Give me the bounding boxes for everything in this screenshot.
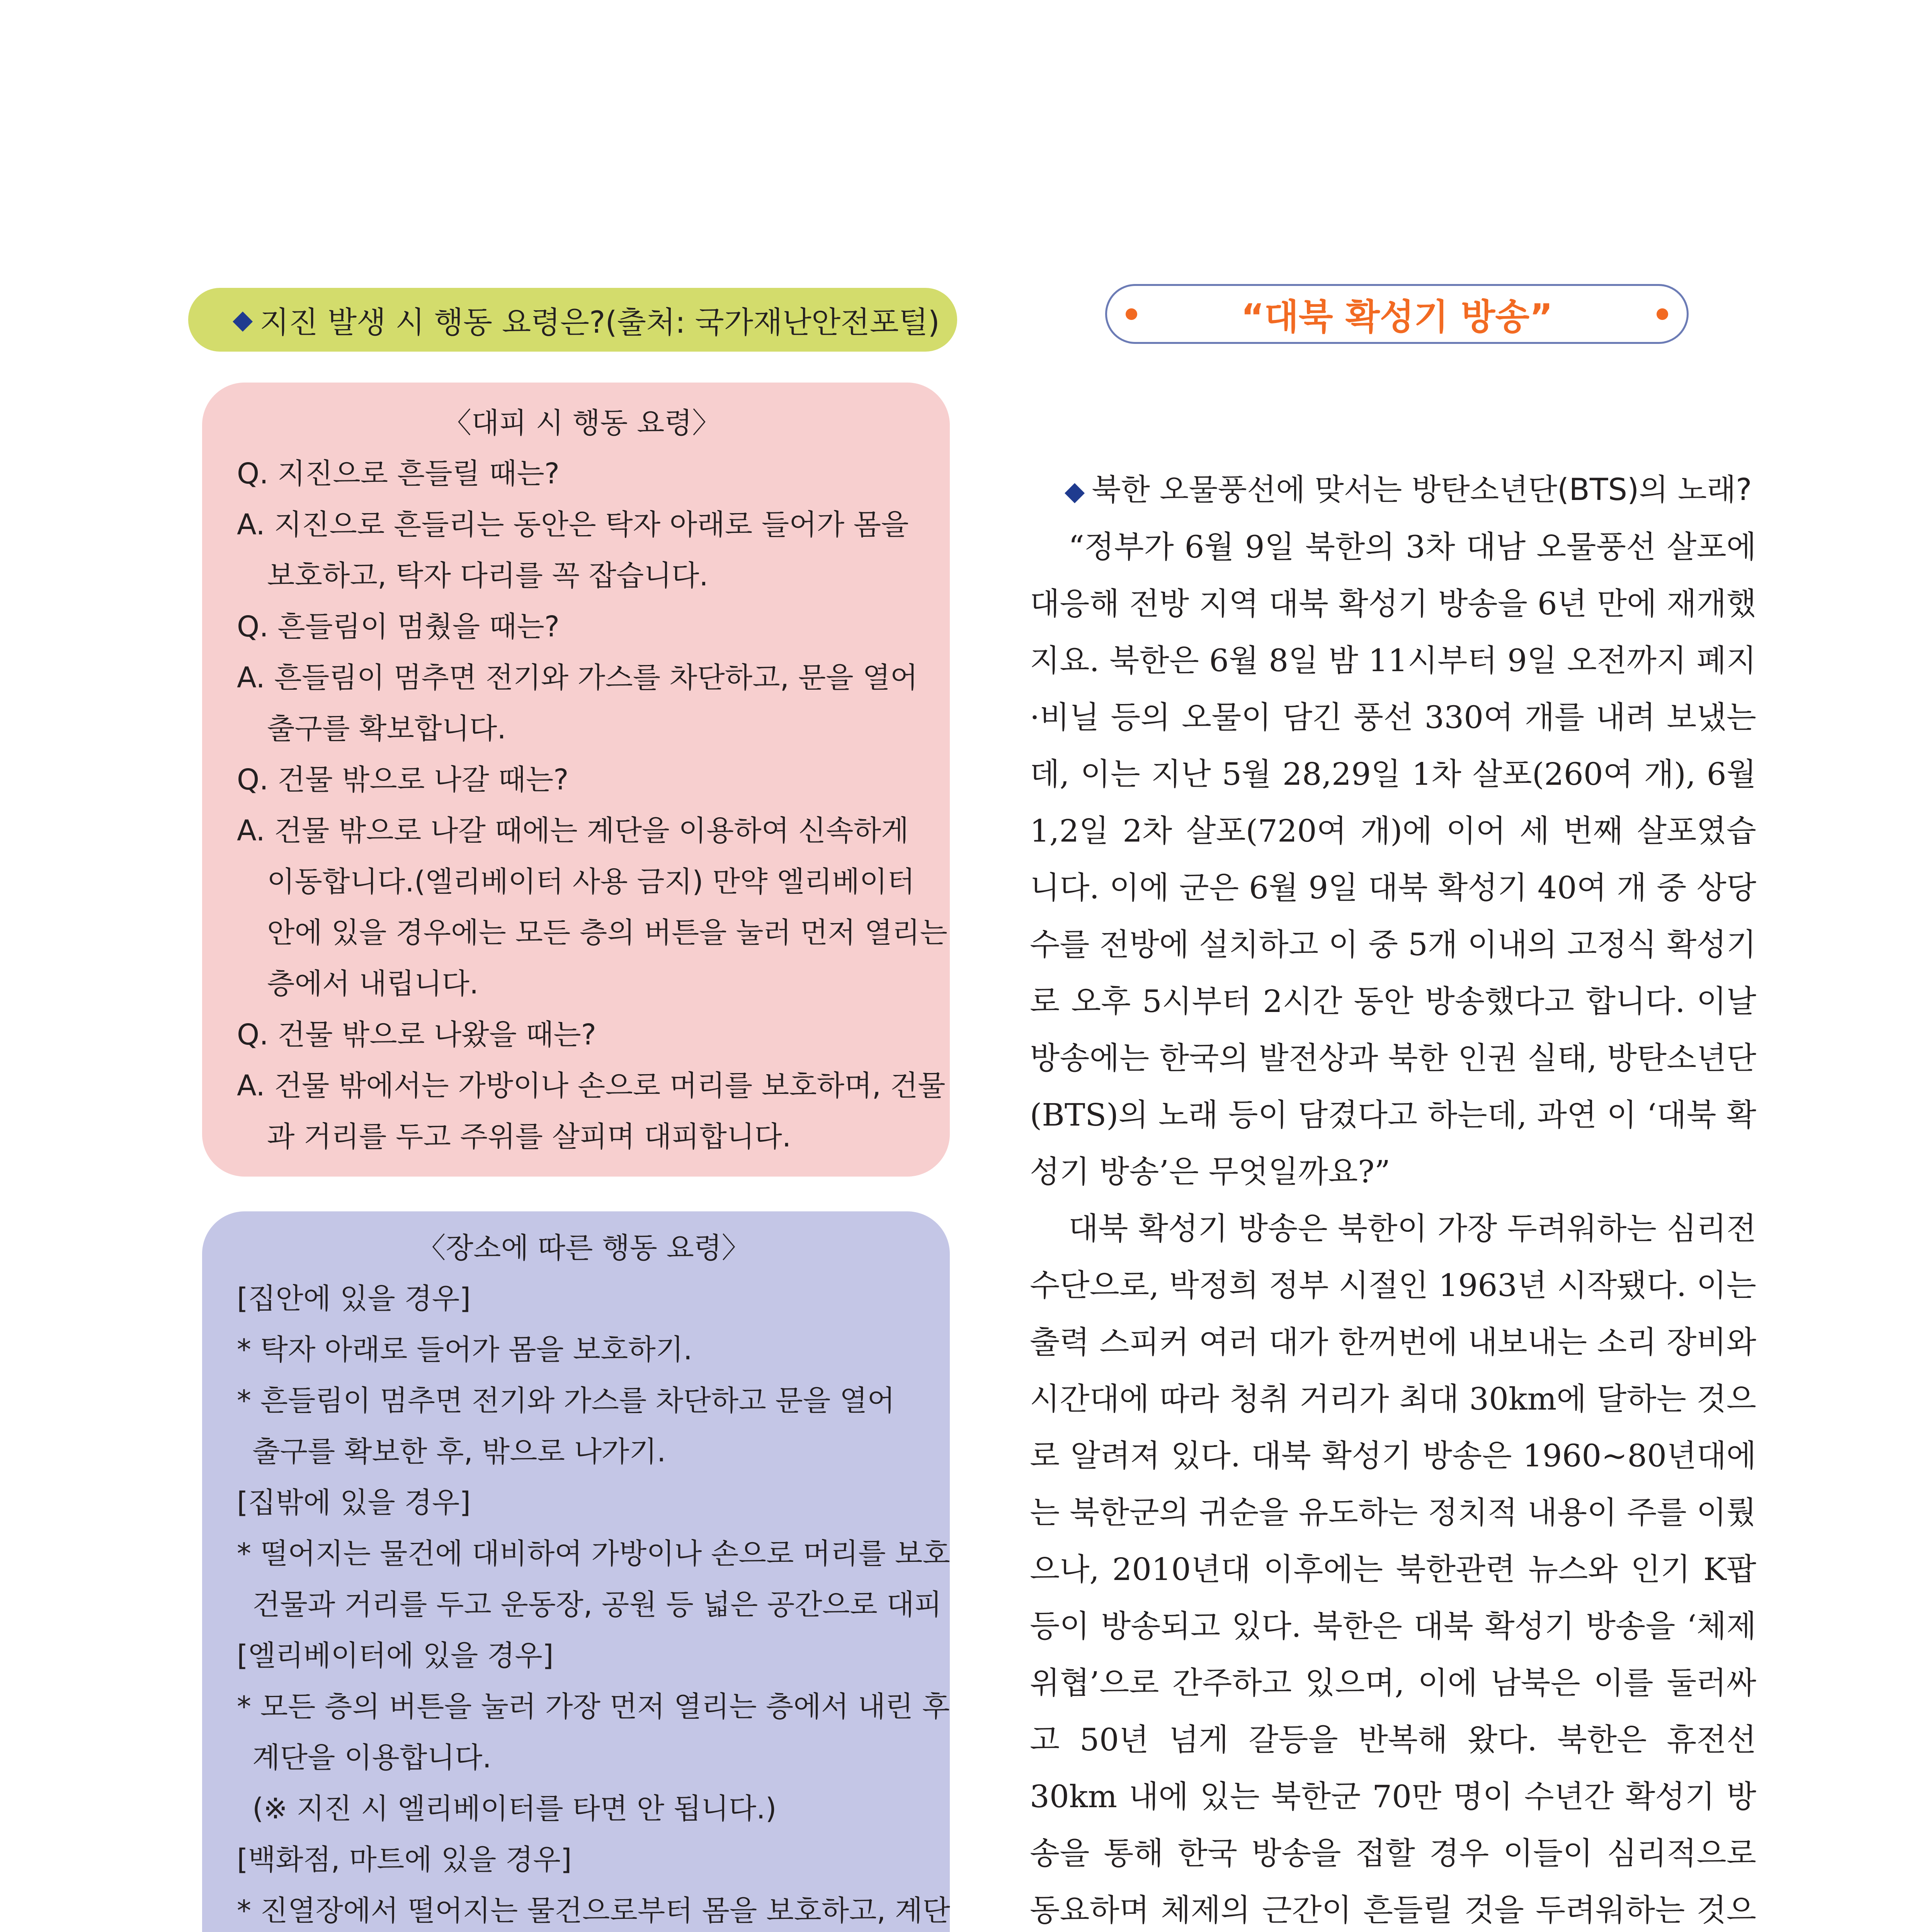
qa-line: 층에서 내립니다. <box>267 967 479 1000</box>
guide-line: [집밖에 있을 경우] <box>237 1486 471 1519</box>
guide-line: * 탁자 아래로 들어가 몸을 보호하기. <box>237 1333 692 1366</box>
qa-line: 안에 있을 경우에는 모든 층의 버튼을 눌러 먼저 열리는 <box>267 916 947 949</box>
left-section-header <box>188 288 957 352</box>
evacuation-guide-title: 〈대피 시 행동 요령〉 <box>443 406 721 440</box>
qa-line: 이동합니다.(엘리베이터 사용 금지) 만약 엘리베이터 <box>267 865 915 898</box>
guide-line: [백화점, 마트에 있을 경우] <box>237 1843 572 1876</box>
guide-line: (※ 지진 시 엘리베이터를 타면 안 됩니다.) <box>252 1792 777 1825</box>
qa-line: A. 건물 밖으로 나갈 때에는 계단을 이용하여 신속하게 <box>237 814 909 847</box>
article-title: “대북 확성기 방송” <box>1241 296 1553 338</box>
article-header <box>1105 284 1689 344</box>
qa-line: A. 지진으로 흔들리는 동안은 탁자 아래로 들어가 몸을 <box>237 508 909 541</box>
qa-line: A. 흔들림이 멈추면 전기와 가스를 차단하고, 문을 열어 <box>237 661 918 694</box>
article-body-1 <box>1030 519 1756 1932</box>
guide-line: * 모든 층의 버튼을 눌러 가장 먼저 열리는 층에서 내린 후 <box>237 1690 950 1723</box>
qa-line: Q. 건물 밖으로 나갈 때는? <box>237 763 569 796</box>
diamond-bullet-icon: ◆ <box>1065 476 1085 507</box>
guide-line: [엘리베이터에 있을 경우] <box>237 1639 554 1672</box>
place-guide-box <box>202 1211 950 1932</box>
guide-line: * 흔들림이 멈추면 전기와 가스를 차단하고 문을 열어 <box>237 1384 895 1417</box>
guide-line: 계단을 이용합니다. <box>252 1741 492 1774</box>
article-subhead-1: ◆ 북한 오물풍선에 맞서는 방탄소년단(BTS)의 노래? <box>1065 473 1752 507</box>
qa-line: 보호하고, 탁자 다리를 꼭 잡습니다. <box>267 559 708 592</box>
orange-dot-icon <box>1657 308 1668 320</box>
qa-line: 과 거리를 두고 주위를 살피며 대피합니다. <box>267 1120 791 1153</box>
evacuation-guide-box <box>202 383 950 1177</box>
left-section-title: 지진 발생 시 행동 요령은?(출처: 국가재난안전포털) <box>260 305 940 340</box>
qa-line: Q. 지진으로 흔들릴 때는? <box>237 457 560 490</box>
diamond-bullet-icon: ◆ <box>233 304 253 335</box>
article-paragraph: 대북 확성기 방송은 북한이 가장 두려워하는 심리전 수단으로, 박정희 정부 시절인 1963년 시작됐다. 이는 출력 스피커 여러 대가 한꺼번에 내보내는 소리 장비와 시간대에 따라 청취 거리가 최대 30km에 달하는 것으로 알려져 있다. 대북 확성기 방송은 1960~80년대에는 북한군의 귀순을 유도하는 정치적 내용이 주를 이뤘으나, 2010년대 이후에는 북한관련 뉴스와 인기 K팝 등이 방송되고 있다. 북한은 대북 확성기 방송을 ‘체제 위협’으로 간주하고 있으며, 이에 남북은 이를 둘러싸고 50년 넘게 갈등을 반복해 왔다. 북한은 휴전선 30km 내에 있는 북한군 70만 명이 수년간 확성기 방송을 통해 한국 방송을 접할 경우 이들이 심리적으로 동요하며 체제의 근간이 흔들릴 것을 두려워하는 것으 <box>1030 1211 1756 1928</box>
orange-dot-icon <box>1126 308 1137 320</box>
place-guide-title: 〈장소에 따른 행동 요령〉 <box>417 1231 750 1265</box>
qa-line: A. 건물 밖에서는 가방이나 손으로 머리를 보호하며, 건물 <box>237 1069 946 1102</box>
guide-line: 건물과 거리를 두고 운동장, 공원 등 넓은 공간으로 대피 <box>252 1588 942 1621</box>
qa-line: Q. 건물 밖으로 나왔을 때는? <box>237 1018 596 1051</box>
qa-line: 출구를 확보합니다. <box>267 712 506 745</box>
guide-line: [집안에 있을 경우] <box>237 1282 471 1315</box>
guide-line: * 떨어지는 물건에 대비하여 가방이나 손으로 머리를 보호 <box>237 1537 950 1570</box>
guide-line: 출구를 확보한 후, 밖으로 나가기. <box>252 1435 666 1468</box>
article-paragraph: “정부가 6월 9일 북한의 3차 대남 오물풍선 살포에 대응해 전방 지역 대북 확성기 방송을 6년 만에 재개했지요. 북한은 6월 8일 밤 11시부터 9일 오전까지 폐지·비닐 등의 오물이 담긴 풍선 330여 개를 내려 보냈는데, 이는 지난 5월 28,29일 1차 살포(260여 개), 6월 1,2일 2차 살포(720여 개)에 이어 세 번째 살포였습니다. 이에 군은 6월 9일 대북 확성기 40여 개 중 상당수를 전방에 설치하고 이 중 5개 이내의 고정식 확성기로 오후 5시부터 2시간 동안 방송했다고 합니다. 이날 방송에는 한국의 발전상과 북한 인권 실태, 방탄소년단(BTS)의 노래 등이 담겼다고 하는데, 과연 이 ‘대북 확성기 방송’은 무엇일까요?” <box>1030 529 1756 1190</box>
guide-line: * 진열장에서 떨어지는 물건으로부터 몸을 보호하고, 계단 <box>237 1894 950 1927</box>
qa-line: Q. 흔들림이 멈췄을 때는? <box>237 610 560 643</box>
